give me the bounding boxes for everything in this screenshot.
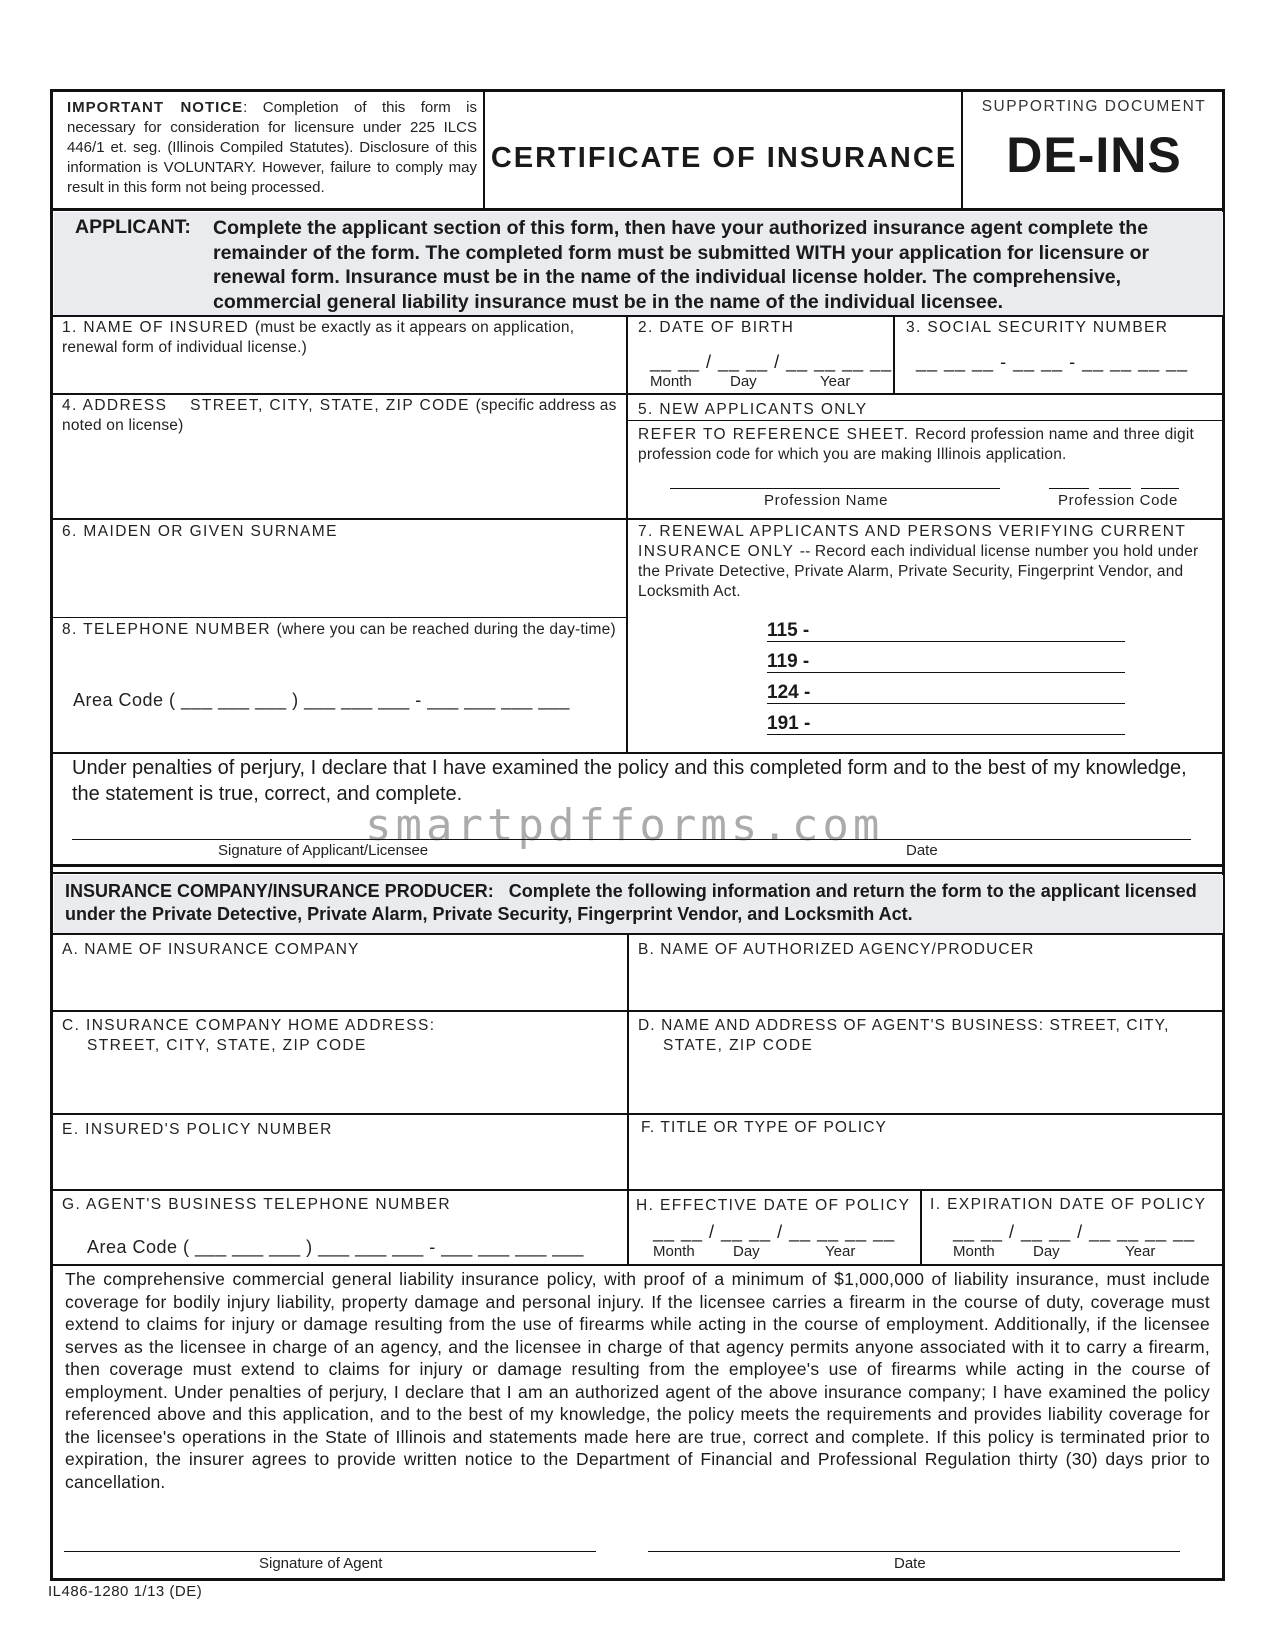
f4-label: 4. ADDRESS bbox=[62, 397, 168, 414]
agent-signature-line[interactable] bbox=[64, 1551, 596, 1552]
declaration-text: Under penalties of perjury, I declare that I have examined the policy and this completed form and to the best of my knowledge, the statement is true, correct, and complete. bbox=[72, 757, 1187, 805]
address-field[interactable] bbox=[62, 396, 622, 436]
agent-business-address-label[interactable]: D. NAME AND ADDRESS OF AGENT'S BUSINESS: STREET, CITY, bbox=[638, 1017, 1170, 1034]
banner-bottom-rule bbox=[53, 315, 1225, 317]
dob-day: Day bbox=[730, 373, 757, 390]
applicant-signature-caption: Signature of Applicant/Licensee bbox=[218, 842, 429, 859]
f7-label: 7. RENEWAL APPLICANTS AND PERSONS VERIFYING CURRENT INSURANCE ONLY bbox=[638, 523, 1186, 560]
effective-day: Day bbox=[733, 1243, 760, 1260]
notice-body: : Completion of this form is necessary for consideration for licensure under 225 ILCS 446/1 et. seg. (Illinois Compiled Statutes). Disclosure of this information is VOLUNTARY. However, failure to comply may result in this form not being processed. bbox=[67, 99, 477, 196]
maiden-name-field[interactable]: 6. MAIDEN OR GIVEN SURNAME bbox=[62, 523, 338, 540]
license-line-115[interactable] bbox=[767, 641, 1125, 642]
agent-signature-caption: Signature of Agent bbox=[259, 1555, 383, 1572]
f1-note: (must be exactly as it appears on application, renewal form of individual license.) bbox=[62, 319, 575, 356]
insurer-banner-bottom bbox=[53, 933, 1225, 935]
insurer-row1-bottom bbox=[53, 1010, 1225, 1012]
agent-telephone-label: G. AGENT'S BUSINESS TELEPHONE NUMBER bbox=[62, 1196, 451, 1213]
ssn-label: 3. SOCIAL SECURITY NUMBER bbox=[906, 319, 1169, 336]
telephone-input[interactable]: Area Code ( ___ ___ ___ ) ___ ___ ___ - ___ ___ ___ ___ bbox=[73, 690, 570, 710]
watermark: smartpdfforms.com bbox=[365, 800, 884, 851]
insurer-row3-bottom bbox=[53, 1189, 1225, 1191]
license-line-119[interactable] bbox=[767, 672, 1125, 673]
f7-note: -- Record each individual license number you hold under the Private Detective, Private Alarm, Private Security, Fingerprint Vendor, and Locksmith Act. bbox=[638, 543, 1199, 600]
dob-year: Year bbox=[820, 373, 851, 390]
f5-header-rule bbox=[626, 420, 1225, 421]
form-code: DE-INS bbox=[1006, 127, 1182, 183]
policy-type-field[interactable]: F. TITLE OR TYPE OF POLICY bbox=[641, 1119, 887, 1136]
f6-bottom bbox=[53, 617, 627, 618]
profession-name-line[interactable] bbox=[670, 488, 1000, 489]
dob-ssn-divider bbox=[893, 316, 895, 394]
section-break-2 bbox=[53, 872, 1225, 874]
dob-month: Month bbox=[650, 373, 692, 390]
expiration-year: Year bbox=[1125, 1243, 1156, 1260]
insurer-text: Complete the following information and return the form to the applicant licensed under the Private Detective, Private Alarm, Private Security, Fingerprint Vendor, and Locksmith Act. bbox=[65, 881, 1197, 924]
dob-field[interactable]: __ __ / __ __ / __ __ __ __ bbox=[650, 352, 893, 372]
expiration-date-field[interactable]: __ __ / __ __ / __ __ __ __ bbox=[953, 1222, 1196, 1242]
header-bottom-rule bbox=[53, 208, 1225, 211]
f4-note: (specific address as noted on license) bbox=[62, 397, 617, 434]
license-prefix-191: 191 - bbox=[767, 713, 811, 734]
notice-title: IMPORTANT NOTICE bbox=[67, 99, 244, 116]
new-applicants-label: 5. NEW APPLICANTS ONLY bbox=[638, 401, 868, 418]
form-id: IL486-1280 1/13 (DE) bbox=[48, 1583, 203, 1600]
agent-telephone-input[interactable]: Area Code ( ___ ___ ___ ) ___ ___ ___ - ___ ___ ___ ___ bbox=[87, 1237, 584, 1257]
ssn-field[interactable]: __ __ __ - __ __ - __ __ __ __ bbox=[916, 352, 1189, 372]
license-prefix-115: 115 - bbox=[767, 620, 810, 641]
effective-year: Year bbox=[825, 1243, 856, 1260]
expiration-day: Day bbox=[1033, 1243, 1060, 1260]
profession-code-line-1[interactable] bbox=[1049, 488, 1089, 489]
authorized-agency-field[interactable]: B. NAME OF AUTHORIZED AGENCY/PRODUCER bbox=[638, 941, 1035, 958]
company-address-label[interactable]: C. INSURANCE COMPANY HOME ADDRESS: bbox=[62, 1017, 436, 1034]
h-i-divider bbox=[920, 1189, 922, 1264]
section-break-1 bbox=[53, 864, 1225, 867]
row2-bottom bbox=[53, 518, 1225, 520]
agent-date-line[interactable] bbox=[648, 1551, 1180, 1552]
license-line-124[interactable] bbox=[767, 703, 1125, 704]
applicant-signature-line[interactable] bbox=[72, 839, 1191, 840]
effective-date-label: H. EFFECTIVE DATE OF POLICY bbox=[636, 1197, 911, 1214]
expiration-date-label: I. EXPIRATION DATE OF POLICY bbox=[930, 1196, 1207, 1213]
f5-note: Record profession name and three digit profession code for which you are making Illinois application. bbox=[638, 426, 1195, 463]
agent-business-address-parts: STATE, ZIP CODE bbox=[663, 1037, 814, 1054]
insurer-instructions bbox=[65, 880, 1215, 926]
policy-number-field[interactable]: E. INSURED'S POLICY NUMBER bbox=[62, 1121, 333, 1138]
license-prefix-124: 124 - bbox=[767, 682, 811, 703]
grid-center-line bbox=[626, 316, 628, 753]
applicant-date-caption: Date bbox=[906, 842, 938, 859]
insurer-row2-bottom bbox=[53, 1113, 1225, 1115]
company-address-parts: STREET, CITY, STATE, ZIP CODE bbox=[87, 1037, 367, 1054]
important-notice bbox=[67, 98, 477, 198]
row3-bottom bbox=[53, 752, 1225, 754]
insurance-company-name-field[interactable]: A. NAME OF INSURANCE COMPANY bbox=[62, 941, 360, 958]
dob-label: 2. DATE OF BIRTH bbox=[638, 319, 795, 336]
f8-note: (where you can be reached during the day-time) bbox=[276, 621, 616, 638]
form-title: CERTIFICATE OF INSURANCE bbox=[490, 142, 958, 174]
agent-statement: The comprehensive commercial general liability insurance policy, with proof of a minimum of $1,000,000 of liability insurance, must include coverage for bodily injury liability, property damage and personal injury. If the licensee carries a firearm in the course of duty, coverage must extend to claims for injury or damage resulting from the use of firearms while acting in the course of employment. Additionally, if the licensee serves as the licensee in charge of an agency, and the licensee in charge of that agency permits anyone associated with it to carry a firearm, then coverage must extend to claims for injury or damage resulting from the employee's use of firearms while acting in the course of employment. Under penalties of perjury, I declare that I am an authorized agent of the above insurance company; I have examined the policy referenced above and this application, and to the best of my knowledge, the policy meets the requirements and provides liability coverage for the licensee's operations in the State of Illinois and statements made here are true, correct and complete. If this policy is terminated prior to expiration, the insurer agrees to provide written notice to the Department of Financial and Professional Regulation thirty (30) days prior to cancellation. bbox=[65, 1269, 1210, 1492]
effective-date-field[interactable]: __ __ / __ __ / __ __ __ __ bbox=[653, 1222, 896, 1242]
reference-sheet-note bbox=[638, 425, 1218, 465]
f4-parts: STREET, CITY, STATE, ZIP CODE bbox=[190, 397, 470, 414]
profession-name-caption: Profession Name bbox=[764, 492, 889, 509]
applicant-label: APPLICANT: bbox=[75, 216, 191, 238]
profession-code-caption: Profession Code bbox=[1058, 492, 1178, 509]
f8-label: 8. TELEPHONE NUMBER bbox=[62, 621, 271, 638]
license-line-191[interactable] bbox=[767, 734, 1125, 735]
license-prefix-119: 119 - bbox=[767, 651, 810, 672]
f5-ref: REFER TO REFERENCE SHEET. bbox=[638, 426, 910, 443]
profession-code-line-3[interactable] bbox=[1141, 488, 1179, 489]
agent-date-caption: Date bbox=[894, 1555, 926, 1572]
row1-bottom bbox=[53, 393, 1225, 395]
insurer-center-line bbox=[627, 934, 629, 1264]
expiration-month: Month bbox=[953, 1243, 995, 1260]
renewal-applicants-field bbox=[638, 522, 1208, 602]
applicant-instructions: Complete the applicant section of this form, then have your authorized insurance agent complete the remainder of the form. The completed form must be submitted WITH your application for licensure or renewal form. Insurance must be in the name of the individual license holder. The comprehensive, commercial general liability insurance must be in the name of the individual licensee. bbox=[213, 217, 1150, 313]
name-of-insured-field[interactable] bbox=[62, 318, 622, 358]
profession-code-line-2[interactable] bbox=[1099, 488, 1131, 489]
telephone-field bbox=[62, 620, 622, 640]
supporting-document-label: SUPPORTING DOCUMENT bbox=[981, 98, 1207, 115]
insurer-label: INSURANCE COMPANY/INSURANCE PRODUCER: bbox=[65, 881, 494, 901]
insurer-row4-bottom bbox=[53, 1264, 1225, 1266]
effective-month: Month bbox=[653, 1243, 695, 1260]
f1-label: 1. NAME OF INSURED bbox=[62, 319, 250, 336]
